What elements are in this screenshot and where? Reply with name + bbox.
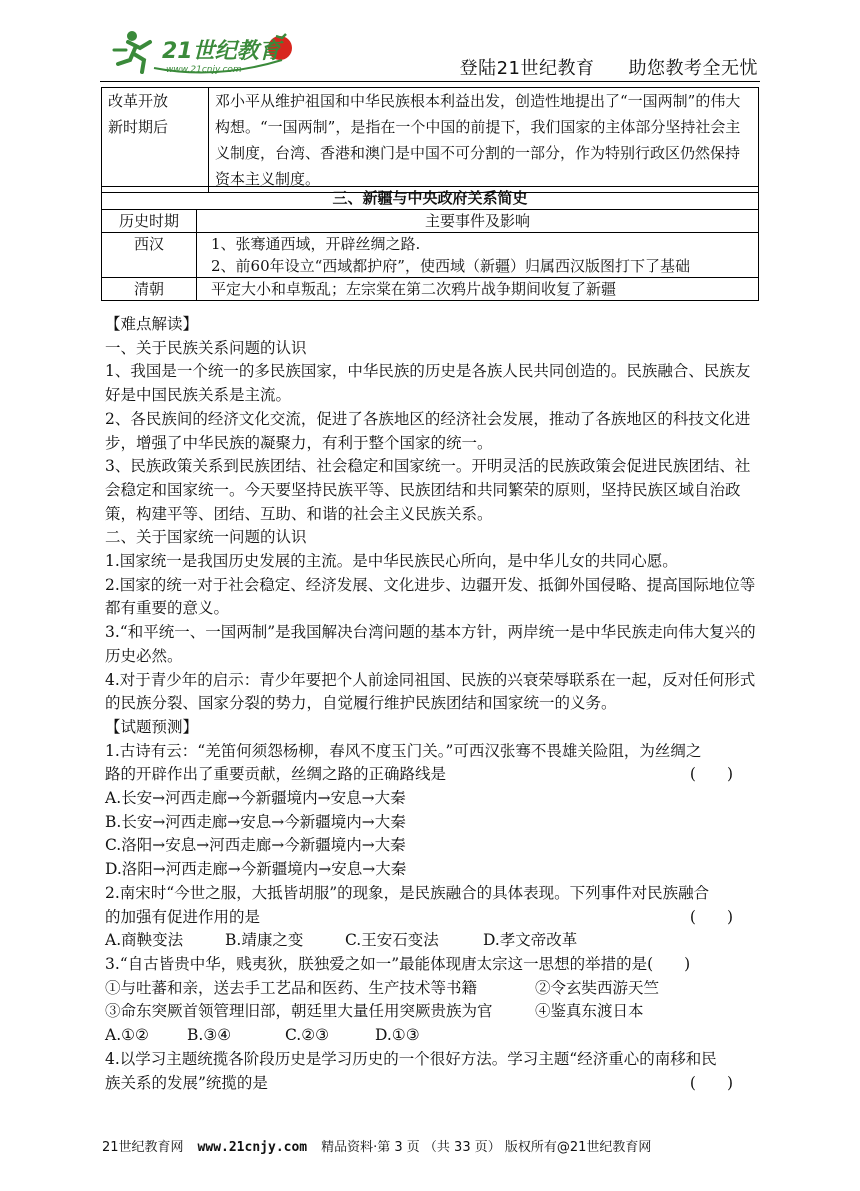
slogan-right: 助您教考全无忧 [628, 58, 758, 79]
footer-page-info: 精品资料·第 3 页 （共 33 页） 版权所有@21世纪教育网 [321, 1140, 652, 1155]
section2-title: 二、关于国家统一问题的认识 [105, 528, 307, 547]
period-cell: 西汉 [102, 233, 197, 278]
page-footer [102, 1136, 762, 1155]
question-3-items [105, 1000, 759, 1024]
question-3-item: ③命东突厥首领管理旧部，朝廷里大量任用突厥贵族为官 [105, 1002, 493, 1021]
question-3-option: B.③④ [187, 1026, 232, 1045]
main-content [105, 313, 759, 1095]
question-4-stem [105, 1072, 759, 1096]
section1-item: 1、我国是一个统一的多民族国家，中华民族的历史是各族人民共同创造的。民族融合、民族友好是中国民族关系是主流。 [105, 362, 751, 405]
table-header-row [102, 210, 759, 233]
question-3-item: ①与吐蕃和亲，送去手工艺品和医药、生产技术等书籍 [105, 978, 478, 997]
answer-blank: ( ) [689, 1073, 733, 1092]
forecast-heading: 【试题预测】 [105, 717, 199, 736]
question-2-option: A.商鞅变法 [105, 931, 184, 950]
table-title: 三、新疆与中央政府关系简史 [102, 187, 759, 210]
event-line: 平定大小和卓叛乱；左宗棠在第二次鸦片战争期间收复了新疆 [211, 280, 617, 298]
logo-title: 21世纪教育 [162, 39, 281, 64]
question-1-stem [105, 763, 759, 787]
events-cell [197, 233, 759, 278]
events-cell [197, 278, 759, 301]
question-3-items [105, 977, 759, 1001]
site-logo [106, 20, 296, 80]
question-2-option: B.靖康之变 [225, 931, 304, 950]
period-cell: 清朝 [102, 278, 197, 301]
question-3-options [105, 1024, 759, 1048]
question-3-item: ④鉴真东渡日本 [535, 1002, 644, 1021]
logo-graphic [106, 20, 296, 80]
header-slogan [460, 54, 758, 80]
period-line: 改革开放 [108, 92, 169, 110]
period-cell [102, 88, 209, 193]
period-line: 新时期后 [108, 118, 169, 136]
section1-title: 一、关于民族关系问题的认识 [105, 338, 307, 357]
question-2-options [105, 929, 759, 953]
footer-site-link[interactable]: www.21cnjy.com [197, 1140, 308, 1155]
section2-item: 1.国家统一是我国历史发展的主流。是中华民族民心所向，是中华儿女的共同心愿。 [105, 552, 678, 571]
answer-blank: ( ) [689, 907, 733, 926]
table-row [102, 88, 759, 193]
xinjiang-history-table [101, 186, 759, 301]
content-cell: 邓小平从维护祖国和中华民族根本利益出发，创造性地提出了“一国两制”的伟大构想。“一国两制”，是指在一个中国的前提下，我们国家的主体部分坚持社会主义制度，台湾、香港和澳门是中国不可分割的一部分，作为特别行政区仍然保持资本主义制度。 [209, 88, 759, 193]
question-3-option: A.①② [105, 1026, 149, 1045]
question-1-stem-cont: 路的开辟作出了重要贡献，丝绸之路的正确路线是 [105, 765, 447, 784]
section2-item: 3.“和平统一、一国两制”是我国解决台湾问题的基本方针，两岸统一是中华民族走向伟大复兴的历史必然。 [105, 623, 756, 665]
column-header-events: 主要事件及影响 [197, 210, 759, 233]
question-2-option: D.孝文帝改革 [483, 931, 578, 950]
logo-url: www.21cnjy.com [166, 65, 242, 75]
section2-item: 4.对于青少年的启示：青少年要把个人前途同祖国、民族的兴衰荣辱联系在一起，反对任何形式的民族分裂、国家分裂的势力，自觉履行维护民族团结和国家统一的义务。 [105, 670, 756, 713]
slogan-left: 登陆21世纪教育 [459, 58, 595, 79]
difficulty-heading: 【难点解读】 [105, 315, 199, 333]
question-4-stem: 4.以学习主题统揽各阶段历史是学习历史的一个很好方法。学习主题“经济重心的南移和民 [105, 1049, 717, 1068]
table-row [102, 278, 759, 301]
question-2-stem: 2.南宋时“今世之服，大抵皆胡服”的现象，是民族融合的具体表现。下列事件对民族融合 [105, 883, 710, 902]
header-rule [100, 81, 760, 82]
question-2-stem-cont: 的加强有促进作用的是 [105, 907, 261, 926]
question-1-option: C.洛阳→安息→河西走廊→今新疆境内→大秦 [105, 836, 406, 855]
question-3-item: ②令玄奘西游天竺 [535, 978, 660, 997]
footer-left: 21世纪教育网 [102, 1140, 184, 1155]
column-header-period: 历史时期 [102, 210, 197, 233]
section1-item: 2、各民族间的经济文化交流，促进了各族地区的经济社会发展，推动了各族地区的科技文化进步，增强了中华民族的凝聚力，有利于整个国家的统一。 [105, 409, 751, 452]
question-2-stem [105, 906, 759, 930]
question-3-option: C.②③ [285, 1026, 330, 1045]
question-1-stem: 1.古诗有云：“羌笛何须怨杨柳，春风不度玉门关。”可西汉张骞不畏雄关险阻，为丝绸之 [105, 741, 702, 760]
table-row [102, 233, 759, 278]
question-4-stem-cont: 族关系的发展”统揽的是 [105, 1073, 268, 1092]
reform-period-table [101, 87, 759, 193]
question-1-option: D.洛阳→河西走廊→今新疆境内→安息→大秦 [105, 860, 407, 879]
section1-item: 3、民族政策关系到民族团结、社会稳定和国家统一。开明灵活的民族政策会促进民族团结、社会稳定和国家统一。今天要坚持民族平等、民族团结和共同繁荣的原则，坚持民族区域自治政策，构建平等、团结、互助、和谐的社会主义民族关系。 [105, 457, 751, 523]
table-title-row [102, 187, 759, 210]
question-1-option: A.长安→河西走廊→今新疆境内→安息→大秦 [105, 789, 406, 808]
question-3-stem: 3.“自古皆贵中华，贱夷狄，朕独爱之如一”最能体现唐太宗这一思想的举措的是( ) [105, 954, 691, 973]
event-line: 2、前60年设立“西域都护府”，使西域（新疆）归属西汉版图打下了基础 [211, 257, 690, 275]
section2-item: 2.国家的统一对于社会稳定、经济发展、文化进步、边疆开发、抵御外国侵略、提高国际地位等都有重要的意义。 [105, 575, 756, 618]
question-1-option: B.长安→河西走廊→安息→今新疆境内→大秦 [105, 812, 406, 831]
question-3-option: D.①③ [375, 1026, 420, 1045]
page-header [100, 20, 760, 82]
event-line: 1、张骞通西域，开辟丝绸之路. [211, 235, 421, 253]
question-2-option: C.王安石变法 [345, 931, 439, 950]
answer-blank: ( ) [689, 765, 733, 784]
